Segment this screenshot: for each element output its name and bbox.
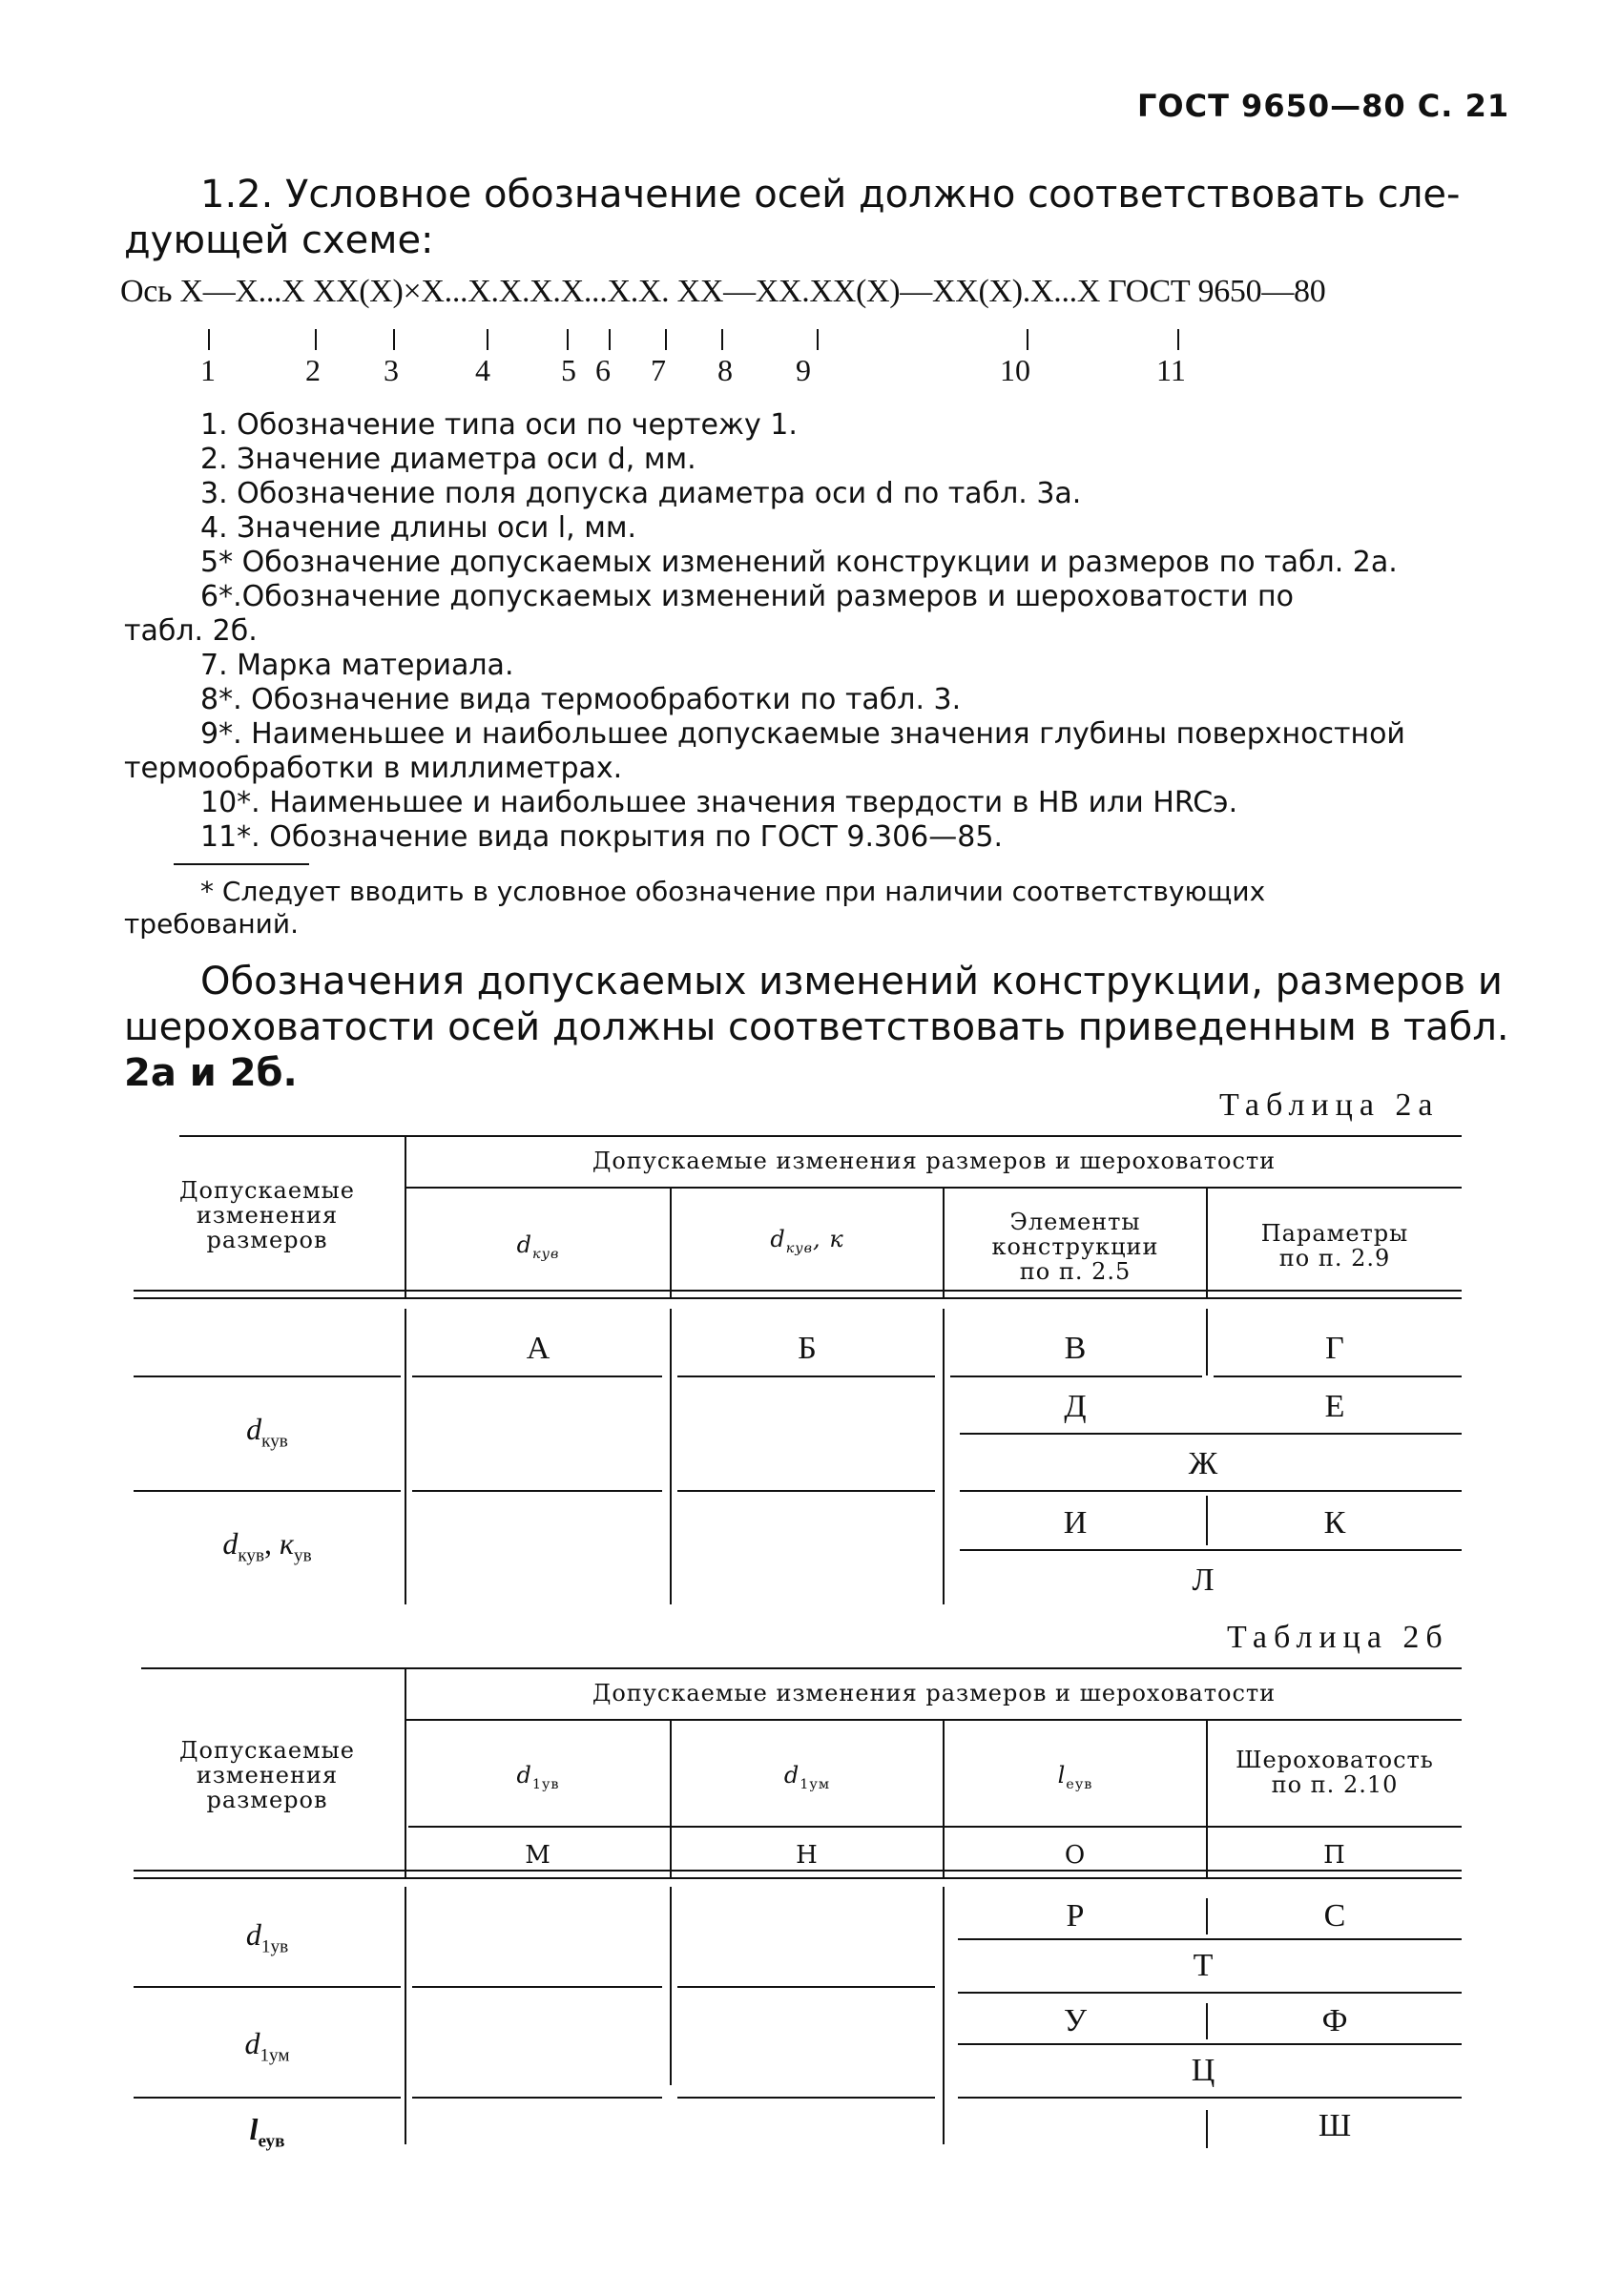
table-2b-code-u: У: [1063, 2003, 1088, 2038]
table-2a-code-zh: Ж: [1188, 1446, 1218, 1481]
table-2a-col-params: Параметры по п. 2.9: [1260, 1220, 1409, 1272]
scheme-num-5: 5: [561, 353, 576, 387]
list-item: 9*. Наименьшее и наибольшее допускаемые значения глубины поверхностной: [200, 717, 1405, 751]
scheme-num-4: 4: [475, 353, 490, 387]
list-item: 11*. Обозначение вида покрытия по ГОСТ 9.306—85.: [200, 820, 1003, 854]
scheme-num-2: 2: [305, 353, 321, 387]
para2-line-3: 2а и 2б.: [124, 1051, 298, 1095]
table-2b-row-leuv: $l_{еув}$: [249, 2112, 285, 2152]
footnote-line-1: * Следует вводить в условное обозначение при наличии соответствующих: [200, 876, 1266, 907]
table-2b-code-o: О: [1064, 1841, 1087, 1870]
table-2a-code-d: Д: [1064, 1389, 1087, 1424]
table-2a-code-e: Е: [1324, 1389, 1345, 1424]
page-header: ГОСТ 9650—80 С. 21: [1137, 88, 1510, 124]
table-2a-code-i: И: [1063, 1505, 1088, 1541]
list-item: 7. Марка материала.: [200, 649, 514, 682]
table-2a-group-header: Допускаемые изменения размеров и шероховатости: [592, 1148, 1277, 1174]
table-2b-code-sh: Ш: [1318, 2108, 1352, 2143]
table-2b-code-t: Т: [1193, 1948, 1214, 1983]
footnote-rule: [174, 863, 309, 865]
list-item: 10*. Наименьшее и наибольшее значения твердости в НВ или HRCэ.: [200, 786, 1238, 819]
scheme-num-10: 10: [1000, 353, 1030, 387]
footnote-line-2: требований.: [124, 908, 299, 940]
table-2b-col-leuv: $l_{еув}$: [1057, 1762, 1093, 1792]
section-line-2: дующей схеме:: [124, 218, 434, 262]
table-2a-col-dkuv-k: $d_{кув}$, к: [770, 1226, 844, 1256]
scheme-num-6: 6: [595, 353, 611, 387]
table-2b-code-s: С: [1323, 1898, 1346, 1934]
table-2a-code-k: К: [1323, 1505, 1346, 1541]
table-2b-code-p: П: [1323, 1841, 1346, 1870]
list-item: термообработки в миллиметрах.: [124, 752, 623, 785]
scheme-num-1: 1: [200, 353, 216, 387]
scheme-num-9: 9: [796, 353, 811, 387]
scheme-num-8: 8: [717, 353, 733, 387]
table-2b-code-ts: Ц: [1191, 2053, 1215, 2088]
designation-scheme: Ось Х—Х...Х ХХ(Х)×Х...Х.Х.Х.Х...Х.Х. ХХ—ХХ.ХХ(Х)—ХХ(Х).Х...Х ГОСТ 9650—80: [120, 274, 1326, 309]
para2-line-2: шероховатости осей должны соответствовать приведенным в табл.: [124, 1005, 1509, 1049]
scheme-num-3: 3: [384, 353, 399, 387]
table-2a-code-l: Л: [1192, 1562, 1215, 1598]
list-item: 6*.Обозначение допускаемых изменений размеров и шероховатости по: [200, 580, 1295, 613]
scheme-num-7: 7: [651, 353, 666, 387]
table-2a-code-g: Г: [1325, 1331, 1344, 1366]
para2-line-1: Обозначения допускаемых изменений конструкции, размеров и: [200, 960, 1503, 1003]
table-2b-code-m: М: [525, 1841, 551, 1870]
table-2a-rowhead: Допускаемые изменения размеров: [178, 1177, 355, 1253]
list-item: табл. 2б.: [124, 614, 258, 648]
table-2b-col-roughness: Шероховатость по п. 2.10: [1236, 1747, 1434, 1798]
table-2a-row-dkuv: $d_{кув}$: [246, 1412, 288, 1452]
table-2b-rowhead: Допускаемые изменения размеров: [178, 1737, 355, 1813]
list-item: 8*. Обозначение вида термообработки по табл. 3.: [200, 683, 962, 716]
list-item: 4. Значение длины оси l, мм.: [200, 511, 637, 545]
table-2a-code-a: А: [526, 1331, 550, 1366]
table-2a-code-b: Б: [798, 1331, 817, 1366]
table-2b-row-d1uv: $d_{1ув}$: [245, 1917, 289, 1957]
section-line-1: 1.2. Условное обозначение осей должно соответствовать сле-: [200, 173, 1461, 217]
table-2b-code-f: Ф: [1321, 2003, 1348, 2038]
table-2a-caption: Таблица 2а: [1219, 1087, 1440, 1123]
table-2b-col-d1um: $d_{1ум}$: [783, 1762, 831, 1792]
scheme-num-11: 11: [1156, 353, 1186, 387]
table-2b-caption: Таблица 2б: [1227, 1620, 1449, 1655]
list-item: 2. Значение диаметра оси d, мм.: [200, 443, 696, 476]
table-2b-group-header: Допускаемые изменения размеров и шероховатости: [592, 1680, 1277, 1706]
table-2a-code-v: В: [1064, 1331, 1087, 1366]
list-item: 3. Обозначение поля допуска диаметра оси d по табл. 3а.: [200, 477, 1082, 510]
list-item: 1. Обозначение типа оси по чертежу 1.: [200, 408, 798, 442]
table-2a-row-dkuv-kuv: $d_{кув}$, $к_{ув}$: [222, 1526, 312, 1566]
table-2b-row-d1um: $d_{1ум}$: [244, 2026, 290, 2066]
table-2a-col-elements: Элементы конструкции по п. 2.5: [991, 1209, 1159, 1285]
table-2a-col-dkuv: $d_{кув}$: [516, 1231, 560, 1262]
table-2b-col-d1uv: $d_{1ув}$: [516, 1762, 560, 1792]
table-2b-code-r: Р: [1066, 1898, 1085, 1934]
table-2b-code-n: Н: [796, 1841, 819, 1870]
list-item: 5* Обозначение допускаемых изменений конструкции и размеров по табл. 2а.: [200, 546, 1398, 579]
